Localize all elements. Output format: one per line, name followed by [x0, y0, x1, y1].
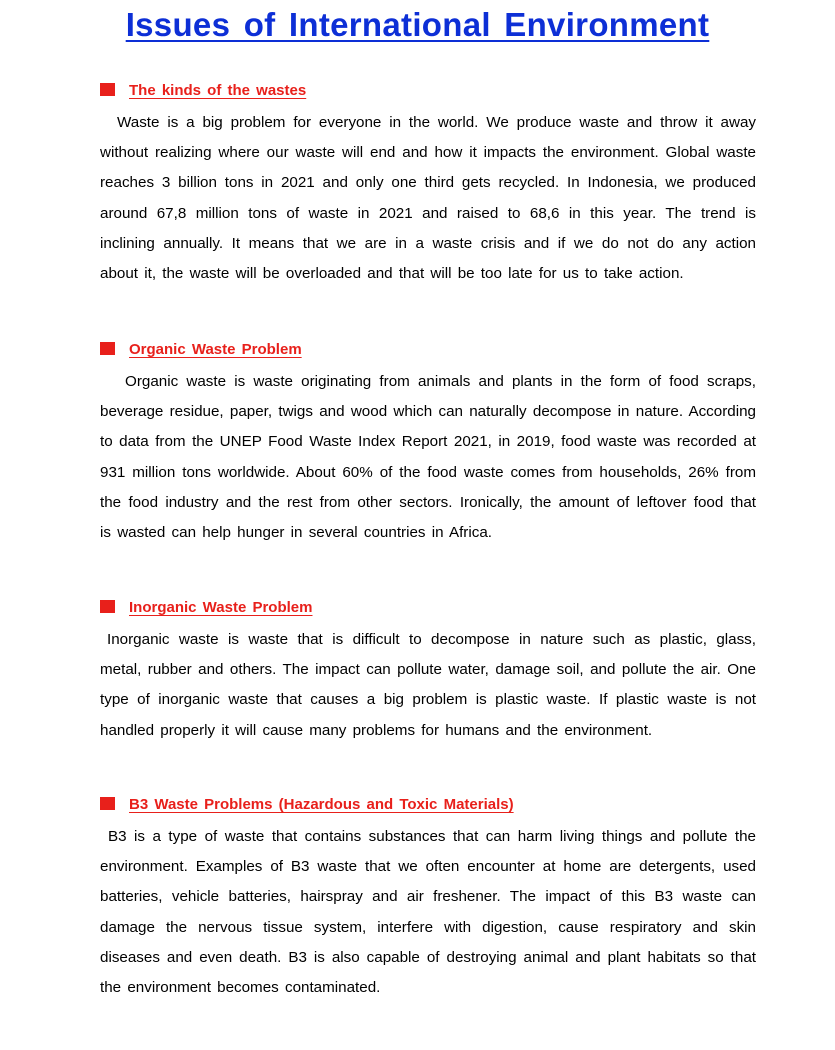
- section-b3-waste: [100, 794, 756, 1003]
- section-kinds-of-wastes: [100, 80, 756, 289]
- section-heading-text: Inorganic Waste Problem: [129, 599, 313, 616]
- section-heading: [100, 80, 756, 102]
- red-square-bullet-icon: [100, 342, 115, 355]
- red-square-bullet-icon: [100, 797, 115, 810]
- section-heading: [100, 339, 756, 361]
- section-paragraph: Waste is a big problem for everyone in the world. We produce waste and throw it away without realizing where our waste will end and how it impacts the environment. Global waste reaches 3 billion tons in 2021 and only one third gets recycled. In Indonesia, we produced around 67,8 million tons of waste in 2021 and raised to 68,6 in this year. The trend is inclining annually. It means that we are in a waste crisis and if we do not do any action about it, the waste will be overloaded and that will be too late for us to take action.: [100, 114, 756, 283]
- red-square-bullet-icon: [100, 600, 115, 613]
- section-paragraph: Organic waste is waste originating from animals and plants in the form of food scraps, beverage residue, paper, twigs and wood which can naturally decompose in nature. According to data from the UNEP Food Waste Index Report 2021, in 2019, food waste was recorded at 931 million tons worldwide. About 60% of the food waste comes from households, 26% from the food industry and the rest from other sectors. Ironically, the amount of leftover food that is wasted can help hunger in several countries in Africa.: [100, 373, 756, 542]
- section-paragraph: B3 is a type of waste that contains substances that can harm living things and pollute the environment. Examples of B3 waste that we often encounter at home are detergents, used batteries, vehicle batteries, hairspray and air freshener. The impact of this B3 waste can damage the nervous tissue system, interfere with digestion, cause respiratory and skin diseases and even death. B3 is also capable of destroying animal and plant habitats so that the environment becomes contaminated.: [100, 828, 756, 997]
- section-organic-waste: [100, 339, 756, 548]
- section-paragraph: Inorganic waste is waste that is difficult to decompose in nature such as plastic, glass, metal, rubber and others. The impact can pollute water, damage soil, and pollute the air. One type of inorganic waste that causes a big problem is plastic waste. If plastic waste is not handled properly it will cause many problems for humans and the environment.: [100, 631, 756, 739]
- section-heading-text: B3 Waste Problems (Hazardous and Toxic Materials): [129, 796, 514, 813]
- section-inorganic-waste: [100, 597, 756, 746]
- section-heading-text: The kinds of the wastes: [129, 82, 307, 99]
- section-heading-text: Organic Waste Problem: [129, 341, 302, 358]
- section-heading: [100, 597, 756, 619]
- page-title: Issues of International Environment: [125, 6, 710, 43]
- section-heading: [100, 794, 756, 816]
- red-square-bullet-icon: [100, 83, 115, 96]
